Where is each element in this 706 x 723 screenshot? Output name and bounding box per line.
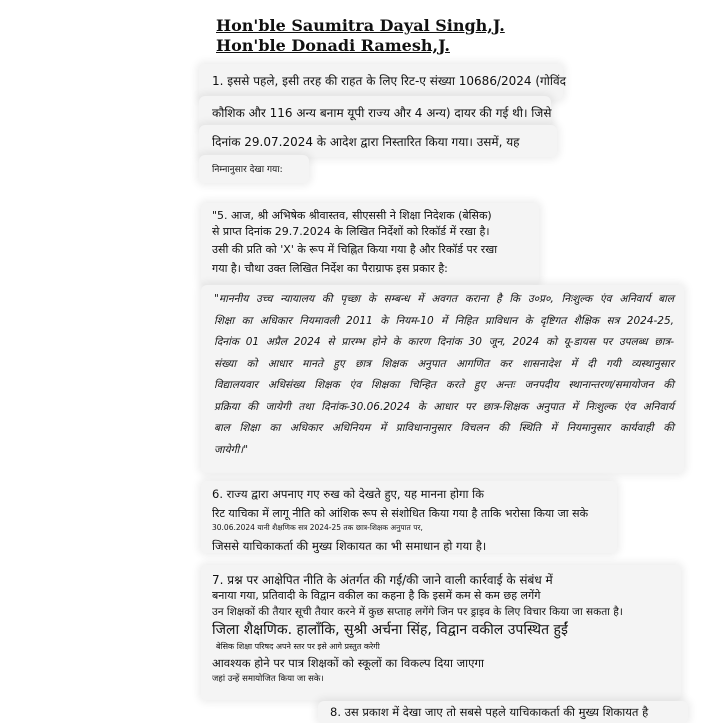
para5-line: "5. आज, श्री अभिषेक श्रीवास्तव, सीएससी ने शिक्षा निदेशक (बेसिक) [212,209,492,222]
quote-line: "माननीय उच्च न्यायालय की पृच्छा के सम्बन्ध में अवगत कराना है कि उ०प्र०, निःशुल्क एंव अनिवार्य बाल [214,293,674,305]
para6-line: 6. राज्य द्वारा अपनाए गए रुख को देखते हुए, यह मानना होगा कि [212,487,484,501]
quote-line: दिनांक 01 अप्रैल 2024 से प्रारम्भ होने के कारण दिनांक 30 जून, 2024 को यू-डायस पर उपलब्ध छात्र- [214,336,674,348]
quote-line: प्रक्रिया की जायेगी तथा दिनांक-30.06.2024 के आधार पर छात्र-शिक्षक अनुपात में निःशुल्क एंव अनिवार्य [214,400,674,413]
quote-line: जायेगी।" [214,443,249,456]
quote-line: शिक्षा का अधिकार नियमावली 2011 के नियम-10 में निहित प्राविधान के दृष्टिगत शैक्षिक सत्र 2024-25, [214,314,674,327]
para7-line: जहां उन्हें समायोजित किया जा सके। [212,674,324,684]
para7-line: बेसिक शिक्षा परिषद अपने स्तर पर इसे आगे प्रस्तुत करेगी [216,642,380,651]
para5-line: गया है। चौथा उक्त लिखित निर्देश का पैराग्राफ इस प्रकार है: [212,262,448,275]
para6-line: जिससे याचिकाकर्ता की मुख्य शिकायत का भी समाधान हो गया है। [212,539,487,553]
judge-name: Hon'ble Saumitra Dayal Singh,J. [216,16,505,35]
quote-line: संख्या को आधार मानते हुए छात्र शिक्षक अनुपात आगणित कर शासनादेश में दी गयी व्यस्थानुसार [214,357,674,370]
quote-line: बाल शिक्षा का अधिकार अधिनियम में प्राविधानानुसार विचलन की स्थिति में नियमानुसार कार्यवाही की [214,422,674,434]
para1-line: दिनांक 29.07.2024 के आदेश द्वारा निस्तारित किया गया। उसमें, यह [212,135,520,149]
para7-line: 7. प्रश्न पर आक्षेपित नीति के अंतर्गत की गई/की जाने वाली कार्रवाई के संबंध में [212,573,553,587]
para1-line: निम्नानुसार देखा गया: [212,165,283,175]
quote-line: विद्यालयवार अधिसंख्य शिक्षक एंव शिक्षका चिन्हित करते हुए अन्तः जनपदीय स्थानान्तरण/समायोजन की [214,379,674,391]
judge-name: Hon'ble Donadi Ramesh,J. [216,36,450,55]
para5-line: उसी की प्रति को 'X' के रूप में चिह्नित किया गया है और रिकॉर्ड पर रखा [212,243,498,256]
quoted-instruction [214,289,674,461]
judges-header [216,16,505,56]
para7-line: उन शिक्षकों की तैयार सूची तैयार करने में कुछ सप्ताह लगेंगे जिन पर ड्राइव के लिए विचार किया जा सकता है। [212,606,623,618]
para1-line: 1. इससे पहले, इसी तरह की राहत के लिए रिट-ए संख्या 10686/2024 (गोविंद [212,74,567,88]
para5-line: से प्राप्त दिनांक 29.7.2024 के लिखित निर्देशों को रिकॉर्ड में रखा है। [212,225,490,238]
para7-line: बनाया गया, प्रतिवादी के विद्वान वकील का कहना है कि इसमें कम से कम छह लगेंगे [212,589,541,602]
para6-line: रिट याचिका में लागू नीति को आंशिक रूप से संशोधित किया गया है ताकि भरोसा किया जा सके [212,507,589,520]
para8-line: 8. उस प्रकाश में देखा जाए तो सबसे पहले याचिकाकर्ता की मुख्य शिकायत है [330,705,649,719]
para7-line: जिला शैक्षणिक. हालाँकि, सुश्री अर्चना सिंह, विद्वान वकील उपस्थित हुईं [212,622,568,638]
para6-line: 30.06.2024 यानी शैक्षणिक सत्र 2024-25 तक छात्र-शिक्षक अनुपात पर, [212,523,423,532]
para7-line: आवश्यक होने पर पात्र शिक्षकों को स्कूलों का विकल्प दिया जाएगा [212,656,484,670]
para1-line: कौशिक और 116 अन्य बनाम यूपी राज्य और 4 अन्य) दायर की गई थी। जिसे [212,106,552,120]
